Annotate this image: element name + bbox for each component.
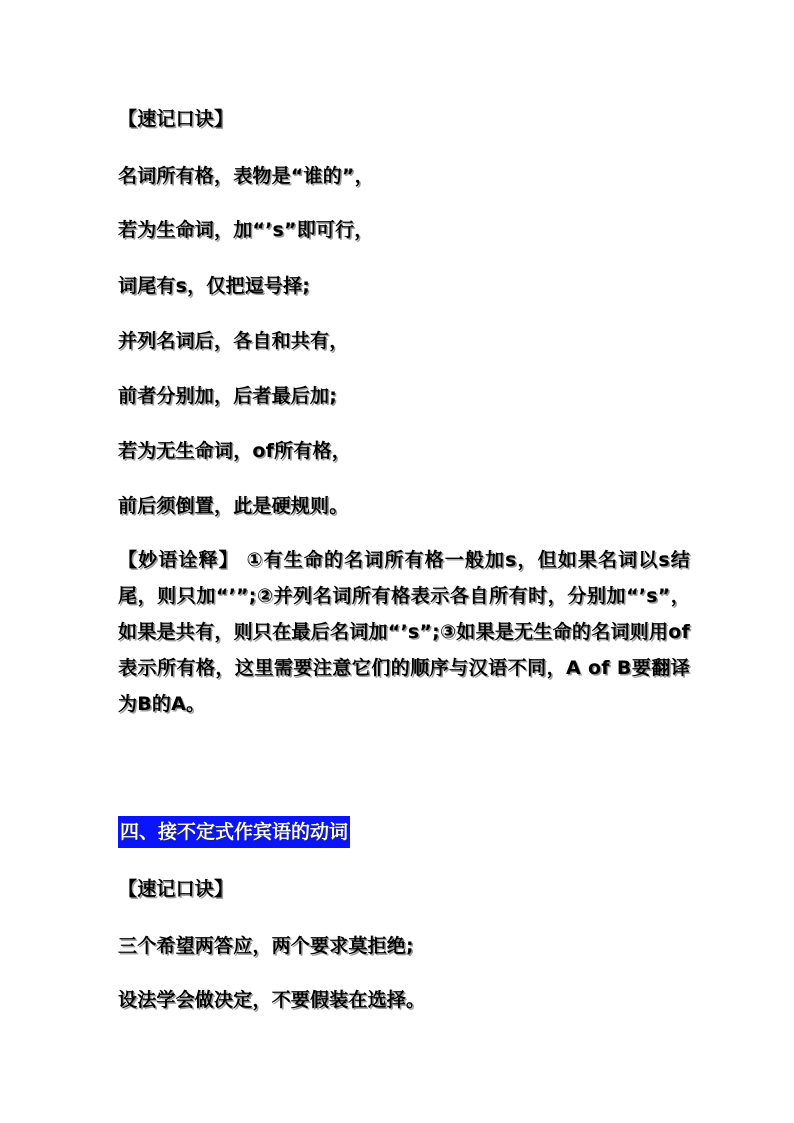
section-four-heading: 四、接不定式作宾语的动词	[118, 816, 350, 848]
mnemonic-line-1: 名词所有格，表物是“谁的”，	[118, 165, 374, 187]
mnemonic-line-5: 前者分别加，后者最后加;	[118, 385, 337, 407]
mnemonic-line-6: 若为无生命词，of所有格，	[118, 440, 351, 462]
mnemonic-line-7: 前后须倒置，此是硬规则。	[118, 495, 349, 517]
explanation-paragraph: 【妙语诠释】 ①有生命的名词所有格一般加s，但如果名词以s结尾，则只加“’”;②并列名词所有格表示各自所有时，分别加“’s”，如果是共有，则只在最后名词加“’s”;③如果是无生命的名词则用of表示所有格，这里需要注意它们的顺序与汉语不同，A of B要翻译为B的A。	[118, 549, 690, 715]
mnemonic-line-2: 若为生命词，加“’s”即可行，	[118, 219, 374, 241]
verb-mnemonic-line-2: 设法学会做决定，不要假装在选择。	[118, 989, 426, 1011]
mnemonic-label-2: 【速记口诀】	[118, 878, 234, 900]
verb-mnemonic-line-1: 三个希望两答应，两个要求莫拒绝;	[118, 935, 414, 957]
mnemonic-label: 【速记口诀】	[118, 108, 234, 130]
mnemonic-line-4: 并列名词后，各自和共有，	[118, 330, 349, 352]
mnemonic-line-3: 词尾有s，仅把逗号择;	[118, 275, 311, 297]
